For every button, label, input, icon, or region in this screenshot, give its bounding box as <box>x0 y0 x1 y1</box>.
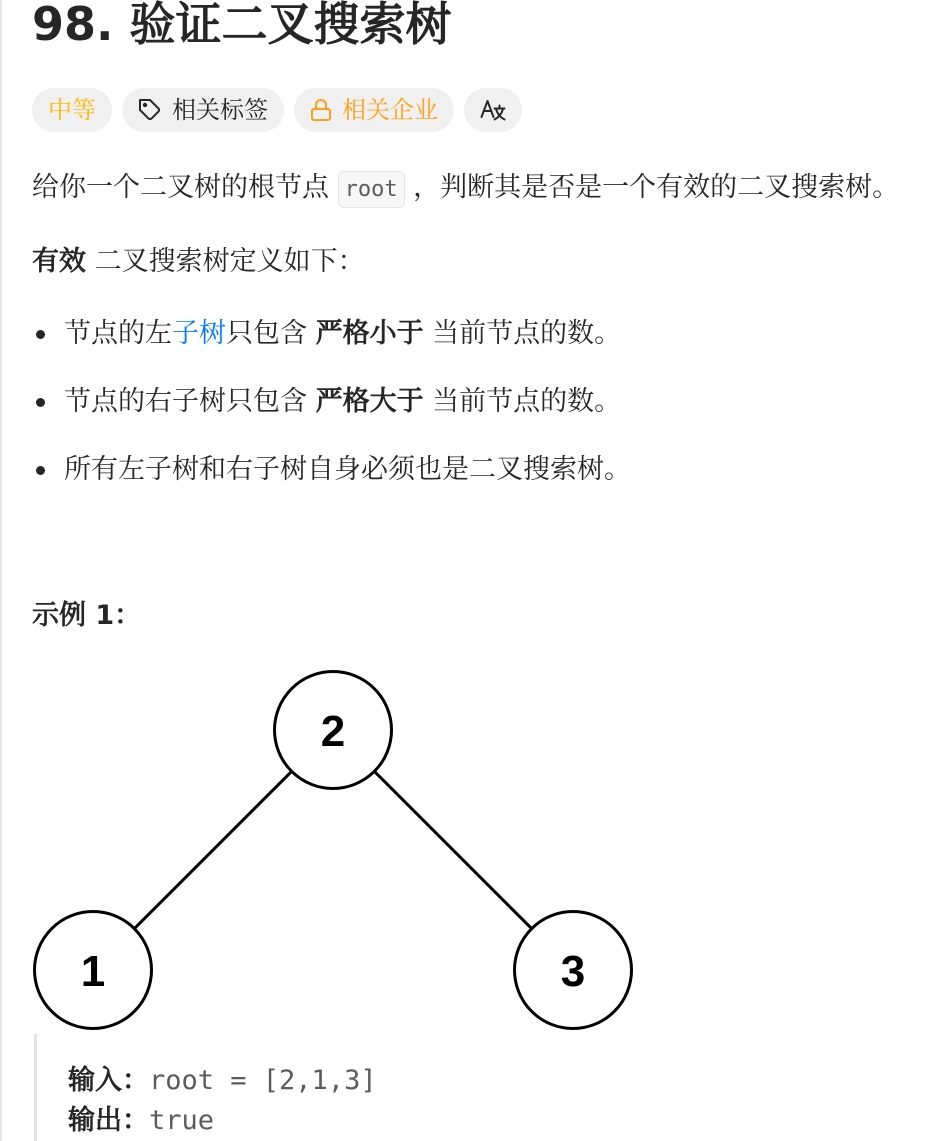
tree-node-root-label: 2 <box>320 707 346 756</box>
example-1-heading: 示例 1： <box>32 600 142 631</box>
tags-bar <box>32 88 935 132</box>
example-output-label: 输出： <box>68 1105 149 1136</box>
translate-icon <box>480 98 506 122</box>
example-1-io-block <box>34 1034 935 1141</box>
rule-text: 所有左子树和右子树自身必须也是二叉搜索树。 <box>64 454 631 485</box>
rule-text: 只包含 <box>226 318 316 349</box>
subtree-link[interactable]: 子树 <box>172 318 226 349</box>
tag-icon <box>138 98 162 122</box>
rule-item <box>32 382 935 422</box>
definition-line <box>32 242 935 282</box>
difficulty-badge <box>32 88 112 132</box>
problem-description <box>32 0 935 1141</box>
example-output-line <box>68 1101 935 1141</box>
example-output-value: true <box>149 1105 215 1136</box>
related-companies-label: 相关企业 <box>342 96 438 124</box>
bullet <box>36 330 45 339</box>
rule-text: 节点的右子树只包含 <box>64 386 316 417</box>
rule-emphasis: 严格小于 <box>315 318 424 349</box>
related-topics-button[interactable] <box>122 88 284 132</box>
tree-node-left-label: 1 <box>80 947 106 996</box>
rule-emphasis: 严格大于 <box>315 386 424 417</box>
related-companies-button[interactable] <box>294 88 454 132</box>
bullet <box>36 466 45 475</box>
inline-code-root: root <box>338 171 405 208</box>
tree-node-right <box>515 912 632 1029</box>
related-topics-label: 相关标签 <box>172 96 268 124</box>
tree-node-left <box>35 912 152 1029</box>
bullet <box>36 398 45 407</box>
definition-emphasis: 有效 <box>32 246 86 277</box>
problem-intro <box>32 168 935 208</box>
tree-edge-root-right <box>374 771 531 928</box>
lock-icon <box>310 98 332 122</box>
rule-text: 当前节点的数。 <box>423 386 622 417</box>
rule-item <box>32 314 935 354</box>
tree-node-root <box>275 672 392 789</box>
rule-text: 节点的左 <box>64 318 172 349</box>
intro-text-after: ，判断其是否是一个有效的二叉搜索树。 <box>404 172 900 203</box>
tree-node-right-label: 3 <box>560 947 586 996</box>
rule-item <box>32 450 935 490</box>
rules-list <box>32 314 935 490</box>
panel-left-border <box>0 0 2 1141</box>
example-input-value: root = [2,1,3] <box>149 1065 377 1096</box>
rule-text: 当前节点的数。 <box>423 318 622 349</box>
difficulty-label: 中等 <box>48 96 96 124</box>
example-input-line <box>68 1061 935 1101</box>
example-1-tree-diagram <box>32 668 638 1034</box>
example-input-label: 输入： <box>68 1065 149 1096</box>
definition-text: 二叉搜索树定义如下： <box>86 246 365 277</box>
intro-text-before: 给你一个二叉树的根节点 <box>32 172 338 203</box>
problem-title[interactable]: 98. 验证二叉搜索树 <box>32 0 452 51</box>
translate-button[interactable] <box>464 88 522 132</box>
tree-edge-root-left <box>134 771 291 928</box>
